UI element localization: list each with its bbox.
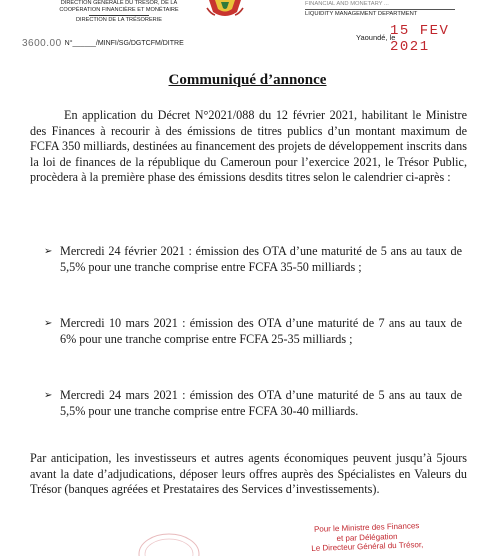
signature-line: Pour le Ministre des Finances bbox=[313, 521, 420, 534]
list-item bbox=[44, 244, 462, 275]
closing-paragraph: Par anticipation, les investisseurs et autres agents économiques peuvent jusqu’à 5jours avant la date d’adjudications, déposer leurs offres auprès des Spécialistes en Valeurs du Trésor (banques agréées et Prestataires des Services d’investissements). bbox=[30, 451, 467, 496]
document-title: Communiqué d’annonce bbox=[168, 72, 327, 88]
list-item-text: Mercredi 24 mars 2021 : émission des OTA d’une maturité de 5 ans au taux de 5,5% pour une tranche comprise entre FCFA 30-40 milliards. bbox=[60, 388, 462, 418]
header-left-line: DIRECTION DE LA TRÉSORERIE bbox=[76, 17, 162, 23]
reference-stamp: 3600.00 bbox=[22, 38, 62, 49]
date-stamp: 15 FEV 2021 bbox=[390, 23, 450, 55]
header-left-block bbox=[44, 0, 194, 24]
header-left-line: COOPÉRATION FINANCIÈRE ET MONÉTAIRE bbox=[59, 7, 179, 13]
department-name: LIQUIDITY MANAGEMENT DEPARTMENT bbox=[305, 11, 418, 17]
header-left-line: DIRECTION GÉNÉRALE DU TRÉSOR, DE LA bbox=[60, 0, 178, 6]
place-label: Yaoundé, le bbox=[356, 33, 396, 42]
arrow-bullet-icon: ➢ bbox=[44, 246, 53, 257]
signature-line: et par Délégation bbox=[336, 531, 398, 543]
list-item-text: Mercredi 10 mars 2021 : émission des OTA d’une maturité de 7 ans au taux de 6% pour une tranche comprise entre FCFA 25-35 milliards ; bbox=[60, 316, 462, 346]
header-right-block bbox=[305, 0, 475, 18]
intro-paragraph: En application du Décret N°2021/088 du 12 février 2021, habilitant le Ministre des Finances à recourir à des émissions de titres publics d’un montant maximum de FCFA 350 milliards, destinées au financement des projets de développement inscrits dans la loi de finances de la république du Cameroun pour l’exercice 2021, le Trésor Public, procèdera à la première phase des émissions desdits titres selon le calendrier ci-après : bbox=[30, 108, 467, 184]
reference-number bbox=[22, 38, 184, 49]
coat-of-arms-emblem bbox=[205, 0, 245, 18]
list-item-text: Mercredi 24 février 2021 : émission des OTA d’une maturité de 5 ans au taux de 5,5% pour une tranche comprise entre FCFA 35-50 milliards ; bbox=[60, 244, 462, 274]
list-item bbox=[44, 388, 462, 419]
arrow-bullet-icon: ➢ bbox=[44, 318, 53, 329]
arrow-bullet-icon: ➢ bbox=[44, 390, 53, 401]
signature-line: Le Directeur Général du Trésor, bbox=[311, 540, 424, 553]
list-item bbox=[44, 316, 462, 347]
header-divider bbox=[89, 15, 149, 16]
official-seal bbox=[134, 530, 204, 556]
header-right-line: FINANCIAL AND MONETARY ... bbox=[305, 1, 389, 7]
reference-code: N°______/MINFI/SG/DGTCFM/DITRE bbox=[64, 40, 184, 47]
